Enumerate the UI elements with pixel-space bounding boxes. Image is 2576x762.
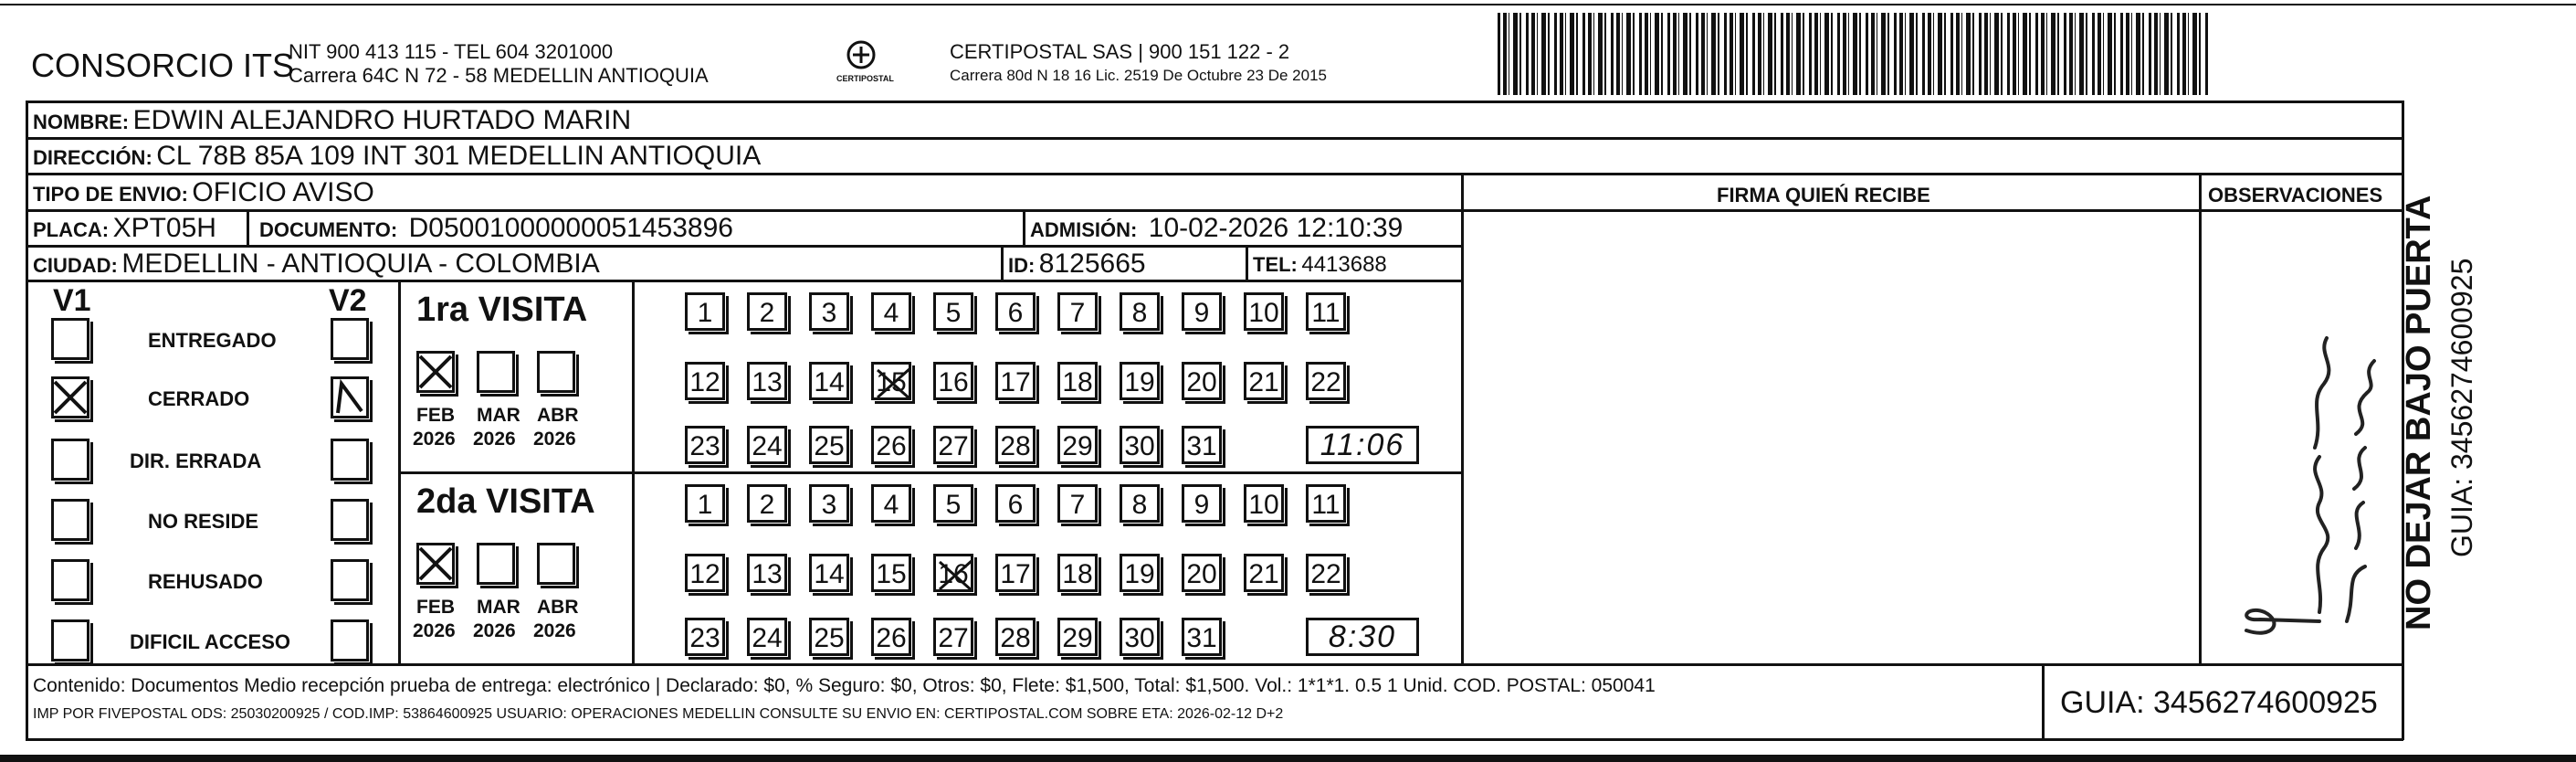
placa-label: PLACA: xyxy=(33,218,110,241)
tel-label: TEL: xyxy=(1253,253,1298,276)
day-box[interactable]: 15 xyxy=(871,362,911,400)
v2-checkbox[interactable] xyxy=(331,439,369,481)
day-box[interactable]: 2 xyxy=(747,484,787,523)
id-label: ID: xyxy=(1008,254,1036,277)
day-box[interactable]: 16 xyxy=(933,554,973,592)
bottom-rule xyxy=(0,755,2576,762)
day-box[interactable]: 25 xyxy=(809,426,849,464)
ciudad-field xyxy=(33,250,600,278)
visit-time-box[interactable]: 8:30 xyxy=(1306,618,1419,656)
id-divider xyxy=(1001,245,1004,280)
admision-divider xyxy=(1023,209,1025,245)
day-box[interactable]: 14 xyxy=(809,554,849,592)
day-cross-mark xyxy=(936,556,976,602)
day-box[interactable]: 23 xyxy=(685,426,725,464)
day-box[interactable]: 18 xyxy=(1057,362,1098,400)
day-box[interactable]: 22 xyxy=(1306,554,1346,592)
month-label: MAR xyxy=(477,597,520,618)
documento-value: D05001000000051453896 xyxy=(408,213,733,243)
v1-checkbox[interactable] xyxy=(51,318,89,360)
frame-bottom xyxy=(26,738,2403,741)
day-box[interactable]: 19 xyxy=(1120,362,1160,400)
v2-checkbox[interactable] xyxy=(331,499,369,541)
day-box[interactable]: 18 xyxy=(1057,554,1098,592)
day-box[interactable]: 22 xyxy=(1306,362,1346,400)
day-box[interactable]: 28 xyxy=(995,618,1036,656)
footer-guia-divider xyxy=(2042,663,2045,740)
footer-contenido: Contenido: Documentos Medio recepción prueba de entrega: electrónico | Declarado: $0, % Seguro: $0, Otros: $0, Flete: $1,500, Total: $1,500. Vol.: 1*1*1. 0.5 1 Unid. COD. POSTAL: 050041 xyxy=(33,675,1656,696)
status-option-label: NO RESIDE xyxy=(148,510,259,533)
obs-col-left xyxy=(2199,173,2202,665)
nit-line: NIT 900 413 115 - TEL 604 3201000 xyxy=(289,40,614,63)
day-box[interactable]: 14 xyxy=(809,362,849,400)
tel-divider xyxy=(1246,245,1248,280)
tel-field xyxy=(1253,254,1387,276)
certipostal-logo xyxy=(829,37,893,91)
ciudad-value: MEDELLIN - ANTIOQUIA - COLOMBIA xyxy=(121,249,600,279)
placa-field xyxy=(33,215,216,242)
documento-label: DOCUMENTO: xyxy=(259,218,398,241)
status-option-label: DIFICIL ACCESO xyxy=(130,630,291,653)
certipostal-line2: Carrera 80d N 18 16 Lic. 2519 De Octubre 23 De 2015 xyxy=(950,67,1327,84)
v2-checkbox[interactable] xyxy=(331,619,369,661)
day-box[interactable]: 1 xyxy=(685,292,725,331)
day-box[interactable]: 4 xyxy=(871,484,911,523)
v1-checkbox[interactable] xyxy=(51,619,89,661)
certipostal-line1: CERTIPOSTAL SAS | 900 151 122 - 2 xyxy=(950,40,1290,63)
day-box[interactable]: 13 xyxy=(747,554,787,592)
row-line-status-bottom xyxy=(26,663,2403,666)
day-box[interactable]: 9 xyxy=(1182,484,1222,523)
day-box[interactable]: 27 xyxy=(933,426,973,464)
day-box[interactable]: 24 xyxy=(747,618,787,656)
day-box[interactable]: 12 xyxy=(685,362,725,400)
status-option-label: ENTREGADO xyxy=(148,329,277,352)
firma-header-line xyxy=(1461,209,2403,212)
row-line-2 xyxy=(26,173,2403,175)
v2-checkbox[interactable] xyxy=(331,559,369,601)
logo-label: CERTIPOSTAL xyxy=(836,74,894,83)
day-box[interactable]: 17 xyxy=(995,362,1036,400)
v2-checkbox[interactable] xyxy=(331,318,369,360)
day-box[interactable]: 31 xyxy=(1182,618,1222,656)
day-box[interactable]: 28 xyxy=(995,426,1036,464)
tipo-row xyxy=(33,179,374,206)
day-box[interactable]: 10 xyxy=(1244,484,1284,523)
month-checkbox[interactable] xyxy=(416,543,455,585)
day-box[interactable]: 23 xyxy=(685,618,725,656)
day-box[interactable]: 30 xyxy=(1120,618,1160,656)
day-box[interactable]: 24 xyxy=(747,426,787,464)
placa-divider xyxy=(247,209,249,245)
year-label: 2026 xyxy=(413,429,456,450)
day-box[interactable]: 17 xyxy=(995,554,1036,592)
v1-checkbox[interactable] xyxy=(51,439,89,481)
barcode xyxy=(1498,13,2210,95)
visit-time-box[interactable]: 11:06 xyxy=(1306,426,1419,464)
day-box[interactable]: 8 xyxy=(1120,292,1160,331)
tel-value: 4413688 xyxy=(1301,252,1387,277)
v1-checkbox[interactable] xyxy=(51,499,89,541)
day-box[interactable]: 9 xyxy=(1182,292,1222,331)
v1-checkbox[interactable] xyxy=(51,559,89,601)
id-field xyxy=(1008,250,1146,278)
admision-value: 10-02-2026 12:10:39 xyxy=(1148,213,1404,243)
day-box[interactable]: 6 xyxy=(995,292,1036,331)
admision-field xyxy=(1030,215,1403,242)
nombre-label: NOMBRE: xyxy=(33,111,130,133)
day-box[interactable]: 20 xyxy=(1182,362,1222,400)
day-box[interactable]: 21 xyxy=(1244,362,1284,400)
v2-label: V2 xyxy=(329,283,367,318)
day-cross-mark xyxy=(874,365,914,410)
day-box[interactable]: 20 xyxy=(1182,554,1222,592)
firma-col-left xyxy=(1461,173,1464,665)
day-box[interactable]: 27 xyxy=(933,618,973,656)
visit-title: 2da VISITA xyxy=(416,482,595,521)
certipostal-logo-icon xyxy=(829,37,893,91)
day-box[interactable]: 2 xyxy=(747,292,787,331)
month-label: ABR xyxy=(537,597,579,618)
frame-left xyxy=(26,101,28,740)
tipo-label: TIPO DE ENVIO: xyxy=(33,183,188,206)
day-box[interactable]: 3 xyxy=(809,484,849,523)
row-line-1 xyxy=(26,137,2403,140)
day-box[interactable]: 26 xyxy=(871,426,911,464)
visit-title: 1ra VISITA xyxy=(416,291,588,329)
year-label: 2026 xyxy=(473,429,516,450)
day-box[interactable]: 8 xyxy=(1120,484,1160,523)
day-box[interactable]: 7 xyxy=(1057,292,1098,331)
month-label: ABR xyxy=(537,405,579,426)
day-box[interactable]: 12 xyxy=(685,554,725,592)
month-checkbox[interactable] xyxy=(537,351,575,393)
company-name: CONSORCIO ITS xyxy=(31,47,295,84)
v2-checkbox[interactable] xyxy=(331,376,369,418)
month-checkbox[interactable] xyxy=(537,543,575,585)
side-title: NO DEJAR BAJO PUERTA xyxy=(2400,195,2438,630)
day-box[interactable]: 13 xyxy=(747,362,787,400)
observaciones-header: OBSERVACIONES xyxy=(2208,184,2383,206)
row-line-5 xyxy=(26,280,1463,282)
month-label: FEB xyxy=(416,597,455,618)
year-label: 2026 xyxy=(473,620,516,641)
day-box[interactable]: 3 xyxy=(809,292,849,331)
day-box[interactable]: 25 xyxy=(809,618,849,656)
day-box[interactable]: 1 xyxy=(685,484,725,523)
month-label: MAR xyxy=(477,405,520,426)
month-checkbox[interactable] xyxy=(416,351,455,393)
observaciones-handwriting xyxy=(2210,274,2392,649)
company-address: Carrera 64C N 72 - 58 MEDELLIN ANTIOQUIA xyxy=(289,64,709,87)
day-box[interactable]: 4 xyxy=(871,292,911,331)
day-box[interactable]: 26 xyxy=(871,618,911,656)
day-box[interactable]: 30 xyxy=(1120,426,1160,464)
handwriting-svg xyxy=(2210,274,2392,649)
year-label: 2026 xyxy=(413,620,456,641)
day-box[interactable]: 5 xyxy=(933,484,973,523)
year-label: 2026 xyxy=(533,429,576,450)
side-guia: GUIA: 3456274600925 xyxy=(2445,258,2478,557)
direccion-label: DIRECCIÓN: xyxy=(33,146,152,169)
placa-value: XPT05H xyxy=(112,213,216,243)
firma-header: FIRMA QUIEŃ RECIBE xyxy=(1717,184,1930,206)
month-checkbox[interactable] xyxy=(477,543,515,585)
direccion-value: CL 78B 85A 109 INT 301 MEDELLIN ANTIOQUIA xyxy=(156,141,762,171)
day-box[interactable]: 10 xyxy=(1244,292,1284,331)
direccion-row xyxy=(33,143,761,170)
status-option-label: REHUSADO xyxy=(148,570,263,593)
status-option-label: CERRADO xyxy=(148,387,250,410)
ciudad-label: CIUDAD: xyxy=(33,254,118,277)
v1-checkbox[interactable] xyxy=(51,376,89,418)
month-label: FEB xyxy=(416,405,455,426)
day-box[interactable]: 7 xyxy=(1057,484,1098,523)
status-option-label: DIR. ERRADA xyxy=(130,450,262,472)
day-box[interactable]: 19 xyxy=(1120,554,1160,592)
nombre-value: EDWIN ALEJANDRO HURTADO MARIN xyxy=(132,105,632,135)
nombre-row xyxy=(33,107,631,134)
day-box[interactable]: 11 xyxy=(1306,292,1346,331)
day-box[interactable]: 6 xyxy=(995,484,1036,523)
v1-label: V1 xyxy=(53,283,91,318)
month-checkbox[interactable] xyxy=(477,351,515,393)
frame-top xyxy=(26,101,2403,103)
admision-label: ADMISIÓN: xyxy=(1030,218,1138,241)
day-box[interactable]: 31 xyxy=(1182,426,1222,464)
visit-frame-mid xyxy=(398,471,1461,474)
day-box[interactable]: 29 xyxy=(1057,426,1098,464)
year-label: 2026 xyxy=(533,620,576,641)
day-box[interactable]: 15 xyxy=(871,554,911,592)
tipo-value: OFICIO AVISO xyxy=(192,177,374,207)
documento-field xyxy=(259,215,733,242)
day-box[interactable]: 16 xyxy=(933,362,973,400)
id-value: 8125665 xyxy=(1038,249,1146,279)
footer-guia: GUIA: 3456274600925 xyxy=(2060,685,2378,720)
day-box[interactable]: 21 xyxy=(1244,554,1284,592)
footer-imp: IMP POR FIVEPOSTAL ODS: 25030200925 / COD.IMP: 53864600925 USUARIO: OPERACIONES MEDELLIN CONSULTE SU ENVIO EN: CERTIPOSTAL.COM SOBRE ETA: 2026-02-12 D+2 xyxy=(33,706,1284,722)
day-box[interactable]: 5 xyxy=(933,292,973,331)
top-rule xyxy=(0,4,2576,5)
day-box[interactable]: 29 xyxy=(1057,618,1098,656)
day-box[interactable]: 11 xyxy=(1306,484,1346,523)
